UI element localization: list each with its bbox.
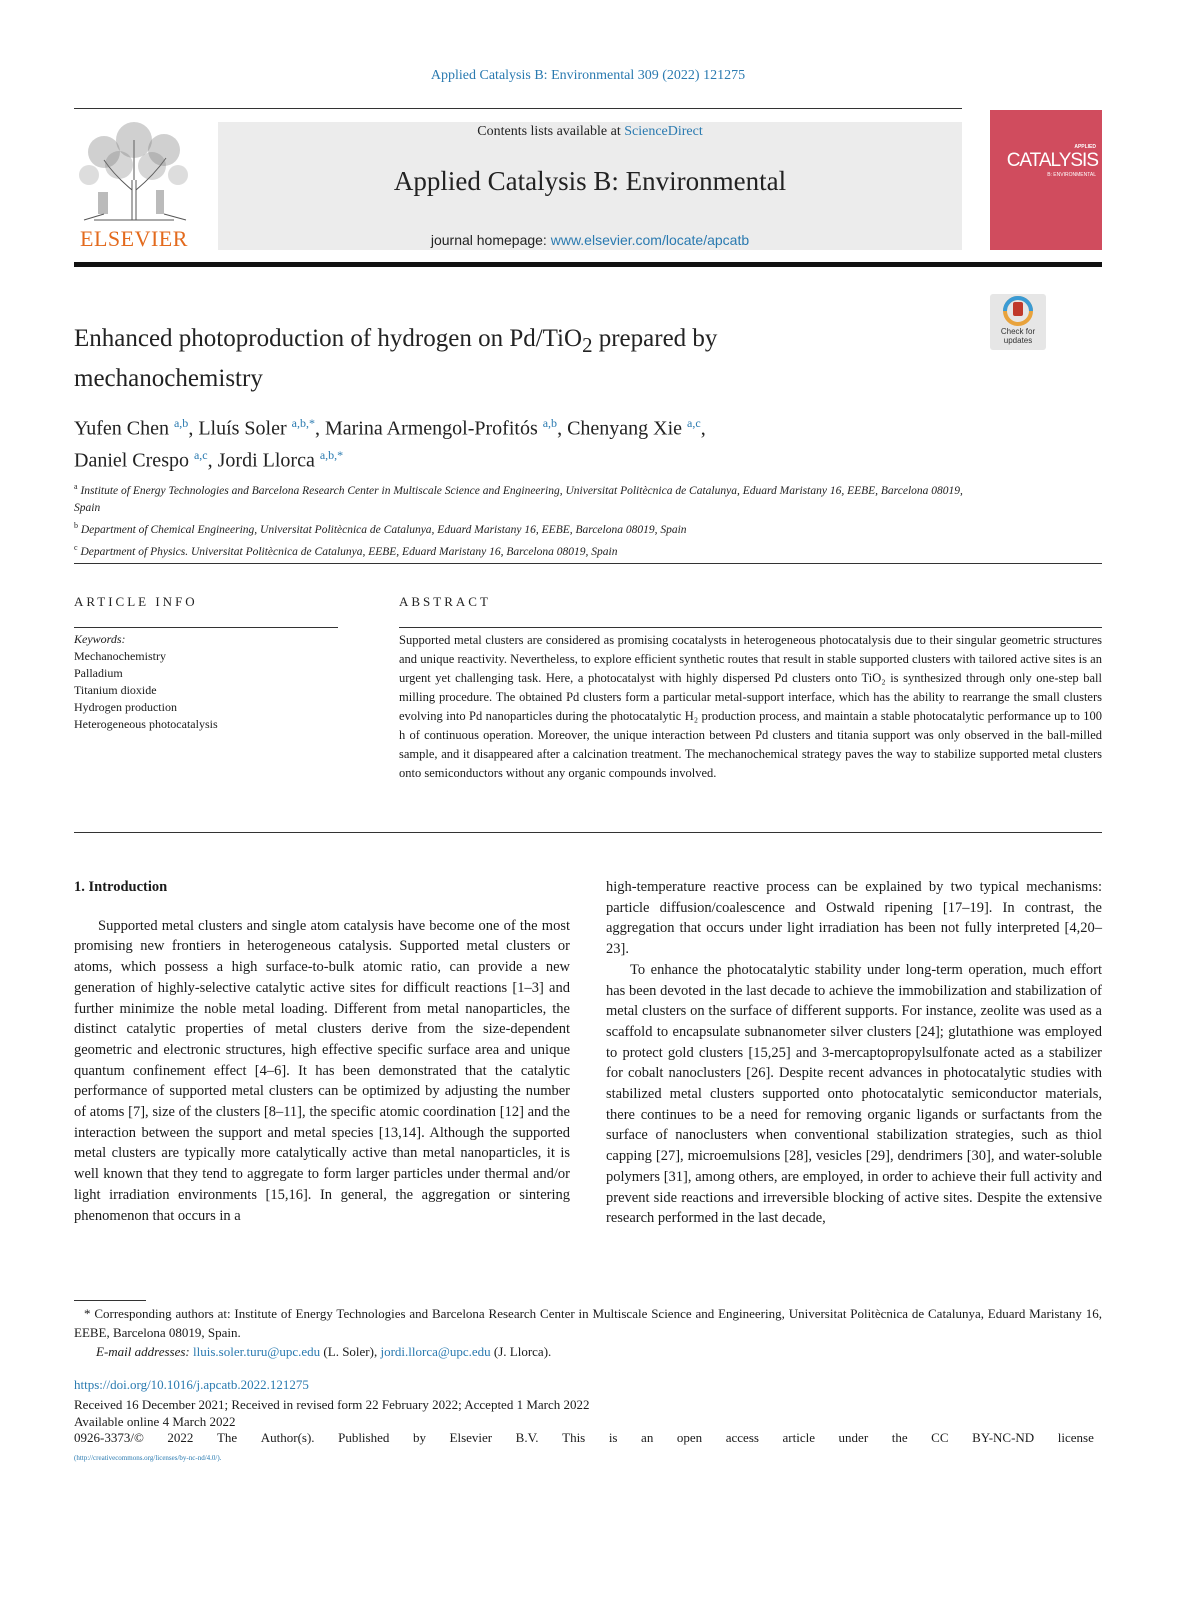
journal-reference[interactable]: Applied Catalysis B: Environmental 309 (2022) 121275	[430, 68, 746, 83]
cover-title: CATALYSIS	[1006, 150, 1098, 171]
sciencedirect-link[interactable]: ScienceDirect	[624, 124, 703, 139]
author-separator: ,	[314, 417, 325, 440]
footnote	[74, 1304, 1102, 1361]
copyright-word: is	[608, 1430, 618, 1445]
copyright-word: Elsevier	[449, 1430, 493, 1445]
email-link-llorca[interactable]: jordi.llorca@upc.edu	[380, 1344, 491, 1359]
title-subscript: 2	[582, 333, 593, 357]
available-online: Available online 4 March 2022	[74, 1414, 236, 1429]
copyright-word: BY-NC-ND	[972, 1430, 1035, 1445]
abstract-heading: ABSTRACT	[399, 594, 491, 609]
keyword-item: Heterogeneous photocatalysis	[74, 717, 218, 731]
email-owner: (J. Llorca).	[490, 1344, 552, 1359]
affiliation-text: Institute of Energy Technologies and Barcelona Research Center in Multiscale Science and Engineering, Universitat Politècnica de Catalunya, Eduard Maristany 16, EEBE, Barcelona 08019, Spain	[74, 484, 963, 514]
copyright-word: article	[782, 1430, 815, 1445]
copyright-word: the	[891, 1430, 908, 1445]
intro-paragraph-continued: high-temperature reactive process can be explained by two typical mechanisms: particle diffusion/coalescence and Ostwald ripening [17–19]. In contrast, the aggregation that occurs under light irradiation has been not fully interpreted [4,20–23].	[606, 879, 1102, 958]
received-dates: Received 16 December 2021; Received in revised form 22 February 2022; Accepted 1 March 2022	[74, 1397, 590, 1412]
title-part-2: prepared by mechanochemistry	[74, 325, 718, 392]
author-name[interactable]: Daniel Crespo	[74, 449, 189, 472]
copyright-word: Published	[338, 1430, 390, 1445]
author-separator: ,	[700, 417, 706, 440]
abstract-rule	[399, 627, 1102, 628]
article-info-rule	[74, 627, 338, 628]
affiliation-key: c	[74, 542, 78, 552]
copyright-word: an	[641, 1430, 654, 1445]
elsevier-logo[interactable]	[74, 120, 194, 252]
affiliation-item	[74, 539, 974, 561]
journal-cover-thumbnail[interactable]	[990, 110, 1102, 250]
keywords-label: Keywords:	[74, 632, 126, 646]
contents-prefix: Contents lists available at	[477, 124, 625, 139]
cover-applied: APPLIED	[1074, 144, 1096, 150]
affiliations	[74, 478, 974, 560]
history-dates	[74, 1396, 590, 1430]
email-line	[74, 1342, 1102, 1361]
affiliations-rule	[74, 563, 1102, 564]
author-separator: ,	[557, 417, 568, 440]
author-name[interactable]: Yufen Chen	[74, 417, 169, 440]
header-bottom-rule	[74, 262, 1102, 267]
author-separator: ,	[188, 417, 199, 440]
intro-paragraph: To enhance the photocatalytic stability under long-term operation, much effort has been devoted in the last decade to achieve the immobilization and stabilization of metal clusters on the surface of different supports. For instance, zeolite was used as a scaffold to encapsulate subnanometer silver clusters [24]; glutathione was employed to protect gold clusters [15,25] and 3-mercaptopropylsulfonate acted as a stabilizer for cobalt nanoclusters [26]. Despite recent advances in photocatalytic studies with stabilized metal clusters supported onto photocatalytic semiconductor materials, there continues to be a need for removing organic ligands or surfactants from the surface of nanoclusters when conventional stabilization strategies, such as thiol capping [27], microemulsions [28], vesicles [29], dendrimers [30], and water-soluble polymers [31], among others, are employed, in order to achieve their full activity and prevent side reactions and irreversible blocking of active sites. Despite the extensive research performed in the last decade,	[606, 961, 1102, 1227]
copyright-word: by	[412, 1430, 426, 1445]
affiliation-text: Department of Physics. Universitat Politècnica de Catalunya, EEBE, Eduard Maristany 16, Barcelona 08019, Spain	[80, 545, 618, 558]
copyright-line	[74, 1430, 1094, 1446]
author-list	[74, 410, 1102, 473]
cover-subtitle: B: ENVIRONMENTAL	[1047, 172, 1096, 178]
homepage-prefix: journal homepage:	[430, 232, 551, 248]
journal-name: Applied Catalysis B: Environmental	[393, 166, 787, 196]
author-affiliation-marker[interactable]: a,b	[173, 416, 189, 430]
license-link[interactable]: (http://creativecommons.org/licenses/by-nc-nd/4.0/).	[74, 1454, 222, 1462]
keyword-item: Mechanochemistry	[74, 649, 166, 663]
affiliation-item	[74, 517, 974, 539]
check-updates-icon	[990, 294, 1046, 328]
author-name[interactable]: Marina Armengol-Profitós	[324, 417, 538, 440]
contents-line	[218, 124, 962, 140]
keyword-item: Hydrogen production	[74, 700, 177, 714]
copyright-word: 0926-3373/©	[74, 1430, 144, 1445]
journal-header-band	[218, 122, 962, 250]
intro-heading: 1. Introduction	[74, 879, 168, 895]
affiliation-key: b	[74, 520, 78, 530]
email-owner: (L. Soler),	[320, 1344, 381, 1359]
affiliation-item	[74, 478, 974, 517]
author-separator: ,	[207, 449, 218, 472]
title-part-1: Enhanced photoproduction of hydrogen on Pd/TiO	[74, 325, 583, 352]
keywords-block	[74, 631, 338, 733]
affiliation-key: a	[74, 482, 78, 491]
copyright-word: This	[562, 1430, 586, 1445]
copyright-word: under	[838, 1430, 869, 1445]
author-affiliation-marker[interactable]: a,c	[193, 447, 208, 462]
abstract-bottom-rule	[74, 832, 1102, 833]
copyright-word: access	[725, 1430, 759, 1445]
author-affiliation-marker[interactable]: a,b	[542, 416, 558, 430]
tree-logo-icon	[74, 120, 194, 224]
body-column-right	[606, 877, 1102, 1229]
copyright-word: Author(s).	[260, 1430, 315, 1445]
copyright-word: B.V.	[515, 1430, 539, 1445]
author-affiliation-marker[interactable]: a,c	[687, 416, 701, 430]
corresponding-author-note: * Corresponding authors at: Institute of Energy Technologies and Barcelona Research Center in Multiscale Science and Engineering, Universitat Politècnica de Catalunya, Eduard Maristany 16, EEBE, Barcelona 08019, Spain.	[74, 1306, 1102, 1340]
article-info-heading: ARTICLE INFO	[74, 594, 198, 609]
copyright-word: CC	[931, 1430, 949, 1445]
publisher-name: ELSEVIER	[80, 226, 188, 251]
abstract-text: Supported metal clusters are considered as promising cocatalysts in heterogeneous photocatalysis due to their singular geometric structures and unique reactivity. Nevertheless, to explore efficient synthetic routes that result in stable supported clusters with tailored active sites is an urgent yet challenging task. Here, a photocatalyst with highly dispersed Pd clusters onto TiO₂ is synthesized through only one-step ball milling procedure. The obtained Pd clusters form a particular metal-support interface, which has the ability to rearrange the small clusters evolving into Pd nanoparticles during the photocatalytic H₂ production process, and maintain a stable photocatalytic performance up to 100 h of continuous operation. Moreover, the unique interaction between Pd clusters and titania support was only observed in the ball-milled sample, and it disappeared after a calcination treatment. The mechanochemical strategy paves the way to stabilize supported metal clusters onto semiconductors without any organic compounds involved.	[399, 633, 1102, 780]
copyright-word: 2022	[167, 1430, 194, 1445]
copyright-word: The	[216, 1430, 238, 1445]
article-title	[74, 322, 854, 396]
copyright-word: open	[676, 1430, 703, 1445]
author-name[interactable]: Chenyang Xie	[567, 417, 683, 440]
header-top-rule	[74, 108, 962, 109]
homepage-line	[218, 232, 962, 248]
doi-link[interactable]: https://doi.org/10.1016/j.apcatb.2022.121275	[74, 1377, 309, 1392]
email-link-soler[interactable]: lluis.soler.turu@upc.edu	[193, 1344, 321, 1359]
copyright-word: license	[1057, 1430, 1094, 1445]
check-updates-label: Check for updates	[1000, 327, 1036, 345]
author-name[interactable]: Lluís Soler	[198, 417, 287, 440]
body-column-left	[74, 877, 570, 1226]
author-affiliation-marker[interactable]: a,b,*	[319, 447, 344, 462]
footnote-rule	[74, 1300, 146, 1301]
homepage-link[interactable]: www.elsevier.com/locate/apcatb	[550, 232, 750, 248]
keyword-item: Palladium	[74, 666, 123, 680]
email-label: E-mail addresses:	[96, 1344, 190, 1359]
check-for-updates-badge[interactable]	[990, 294, 1046, 350]
author-name[interactable]: Jordi Llorca	[217, 449, 315, 472]
affiliation-text: Department of Chemical Engineering, Universitat Politècnica de Catalunya, Eduard Maristany 16, EEBE, Barcelona 08019, Spain	[80, 523, 687, 536]
author-affiliation-marker[interactable]: a,b,*	[291, 416, 315, 430]
intro-paragraph: Supported metal clusters and single atom catalysis have become one of the most promising new frontiers in heterogeneous catalysis. Supported metal clusters or atoms, which possess a high surface-to-bulk atomic ratio, can provide a new generation of highly-selective catalytic active sites for difficult reactions [1–3] and further minimize the noble metal loading. Different from metal nanoparticles, the distinct catalytic properties of metal clusters derive from the size-dependent geometric and electronic structures, high effective specific surface area and unique quantum confinement effect [4–6]. It has been demonstrated that the catalytic performance of supported metal clusters can be optimized by adjusting the number of atoms [7], size of the clusters [8–11], the specific atomic coordination [12] and the interaction between the support and metal species [13,14]. Although the supported metal clusters are typically more catalytically active than metal nanoparticles, it is well known that they tend to aggregate to form larger particles under thermal and/or light irradiation environments [15,16]. In general, the aggregation or sintering phenomenon that occurs in a	[74, 917, 570, 1224]
keyword-item: Titanium dioxide	[74, 683, 157, 697]
